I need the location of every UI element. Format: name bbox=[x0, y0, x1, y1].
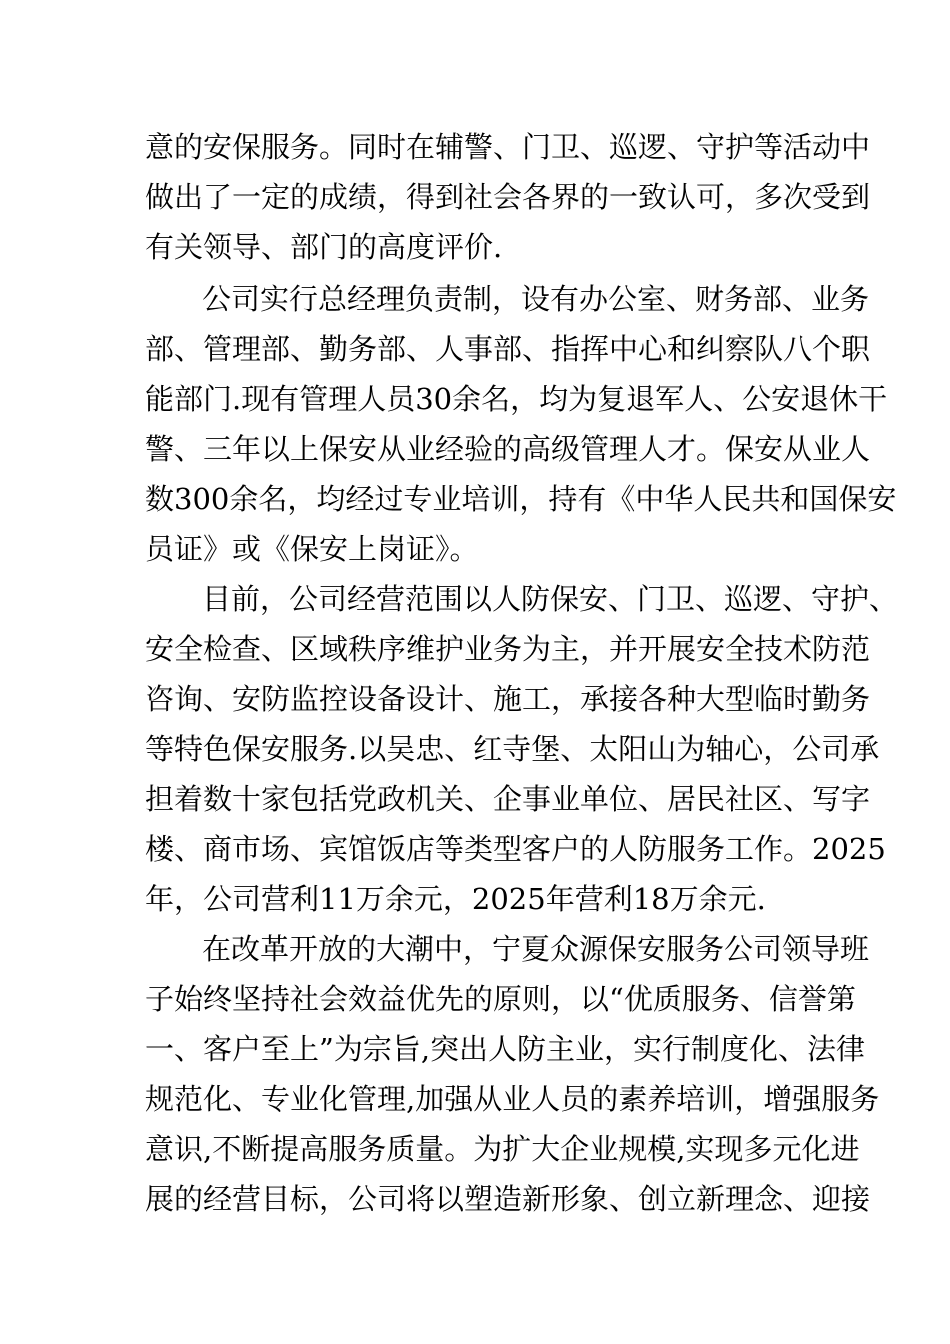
text-line: 意的安保服务。同时在辅警、门卫、巡逻、守护等活动中 bbox=[145, 130, 871, 164]
text-line: 楼、商市场、宾馆饭店等类型客户的人防服务工作。2025 bbox=[145, 832, 886, 866]
text-line: 安全检查、区域秩序维护业务为主，并开展安全技术防范 bbox=[145, 632, 871, 666]
text-line: 咨询、安防监控设备设计、施工，承接各种大型临时勤务 bbox=[145, 682, 871, 716]
text-line: 能部门.现有管理人员30余名，均为复退军人、公安退休干 bbox=[145, 382, 888, 416]
text-line: 数300余名，均经过专业培训，持有《中华人民共和国保安 bbox=[145, 482, 897, 516]
text-line: 等特色保安服务.以吴忠、红寺堡、太阳山为轴心，公司承 bbox=[145, 732, 880, 766]
text-line: 员证》或《保安上岗证》。 bbox=[145, 532, 479, 566]
text-line: 一、客户至上”为宗旨,突出人防主业，实行制度化、法律 bbox=[145, 1032, 866, 1066]
text-line: 在改革开放的大潮中，宁夏众源保安服务公司领导班 bbox=[202, 932, 870, 966]
text-line: 规范化、专业化管理,加强从业人员的素养培训，增强服务 bbox=[145, 1082, 880, 1116]
text-line: 部、管理部、勤务部、人事部、指挥中心和纠察队八个职 bbox=[145, 332, 871, 366]
text-line: 年，公司营利11万余元，2025年营利18万余元. bbox=[145, 882, 766, 916]
text-line: 警、三年以上保安从业经验的高级管理人才。保安从业人 bbox=[145, 432, 871, 466]
text-line: 意识,不断提高服务质量。为扩大企业规模,实现多元化进 bbox=[145, 1132, 860, 1166]
text-line: 做出了一定的成绩，得到社会各界的一致认可，多次受到 bbox=[145, 180, 871, 214]
text-line: 担着数十家包括党政机关、企事业单位、居民社区、写字 bbox=[145, 782, 871, 816]
text-line: 公司实行总经理负责制，设有办公室、财务部、业务 bbox=[202, 282, 870, 316]
text-line: 目前，公司经营范围以人防保安、门卫、巡逻、守护、 bbox=[202, 582, 899, 616]
text-line: 展的经营目标，公司将以塑造新形象、创立新理念、迎接 bbox=[145, 1182, 871, 1216]
text-line: 有关领导、部门的高度评价. bbox=[145, 230, 503, 264]
text-line: 子始终坚持社会效益优先的原则，以“优质服务、信誉第 bbox=[145, 982, 856, 1016]
